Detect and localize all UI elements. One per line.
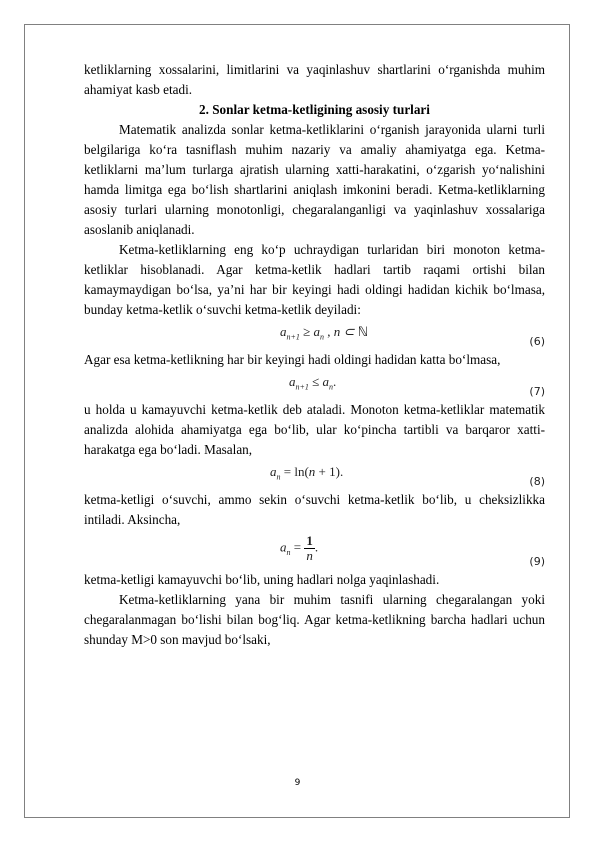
document-body <box>84 60 545 650</box>
equation-number: (8) <box>529 475 545 488</box>
formula-increasing: $a_{n+1} \ge a_n$ , n ⊂ ℕ <box>280 324 369 342</box>
paragraph-decreasing-intro: Agar esa ketma-ketlikning har bir keyingi hadi oldingi hadidan katta bo‘lmasa, <box>84 352 501 367</box>
page-number: 9 <box>294 778 301 788</box>
equation-6 <box>84 320 545 350</box>
paragraph-intro: Matematik analizda sonlar ketma-ketliklarini o‘rganish jarayonida ularni turli belgilariga ko‘ra tasniflash muhim nazariy va amaliy ahamiyatga ega. Ketma-ketliklarni ma’lum turlarga ajratish ularning xatti-harakatini, o‘zgarish yo‘nalishini hamda limitga ega bo‘lish shartlarini aniqlash imkonini beradi. Ketma-ketliklarning asosiy turlari ularning monotonligi, chegaralanganligi va yaqinlashuv xossalariga asoslanib aniqlanadi. <box>84 122 545 237</box>
equation-number: (6) <box>529 335 545 348</box>
equation-8 <box>84 460 545 490</box>
paragraph-decreasing: u holda u kamayuvchi ketma-ketlik deb ataladi. Monoton ketma-ketliklar matematik analizda alohida ahamiyatga ega bo‘lib, ular ko‘pincha tartibli va barqaror xatti-harakatga ega bo‘ladi. Masalan, <box>84 402 545 457</box>
paragraph-monotone: Ketma-ketliklarning eng ko‘p uchraydigan turlaridan biri monoton ketma-ketliklar hisoblanadi. Agar ketma-ketlik hadlari tartib raqami ortishi bilan kamaymaydigan bo‘lsa, ya’ni har bir keyingi hadi oldingi hadidan kichik bo‘lmasa, bunday ketma-ketlik o‘suvchi ketma-ketlik deyiladi: <box>84 242 545 317</box>
section-heading: 2. Sonlar ketma-ketligining asosiy turlari <box>199 102 430 117</box>
equation-number: (7) <box>529 385 545 398</box>
equation-9 <box>84 530 545 570</box>
formula-log: $a_n = \ln(n + 1)$. <box>270 464 344 482</box>
equation-7 <box>84 370 545 400</box>
formula-decreasing: $a_{n+1} \le a_n$. <box>289 374 337 392</box>
formula-reciprocal: $a_n$ = $\frac{1}{n}$ . <box>280 533 319 563</box>
equation-number: (9) <box>529 555 545 568</box>
paragraph-reciprocal: ketma-ketligi kamayuvchi bo‘lib, uning hadlari nolga yaqinlashadi. <box>84 572 440 587</box>
paragraph-bounded: Ketma-ketliklarning yana bir muhim tasnifi ularning chegaralangan yoki chegaralanmagan bo‘lishi bilan bog‘liq. Agar ketma-ketlikning barcha hadlari uchun shunday M>0 son mavjud bo‘lsaki, <box>84 592 545 647</box>
paragraph-continuation: ketliklarning xossalarini, limitlarini va yaqinlashuv shartlarini o‘rganishda muhim ahamiyat kasb etadi. <box>84 62 545 97</box>
paragraph-log-example: ketma-ketligi o‘suvchi, ammo sekin o‘suvchi ketma-ketlik bo‘lib, u cheksizlikka intiladi. Aksincha, <box>84 492 545 527</box>
